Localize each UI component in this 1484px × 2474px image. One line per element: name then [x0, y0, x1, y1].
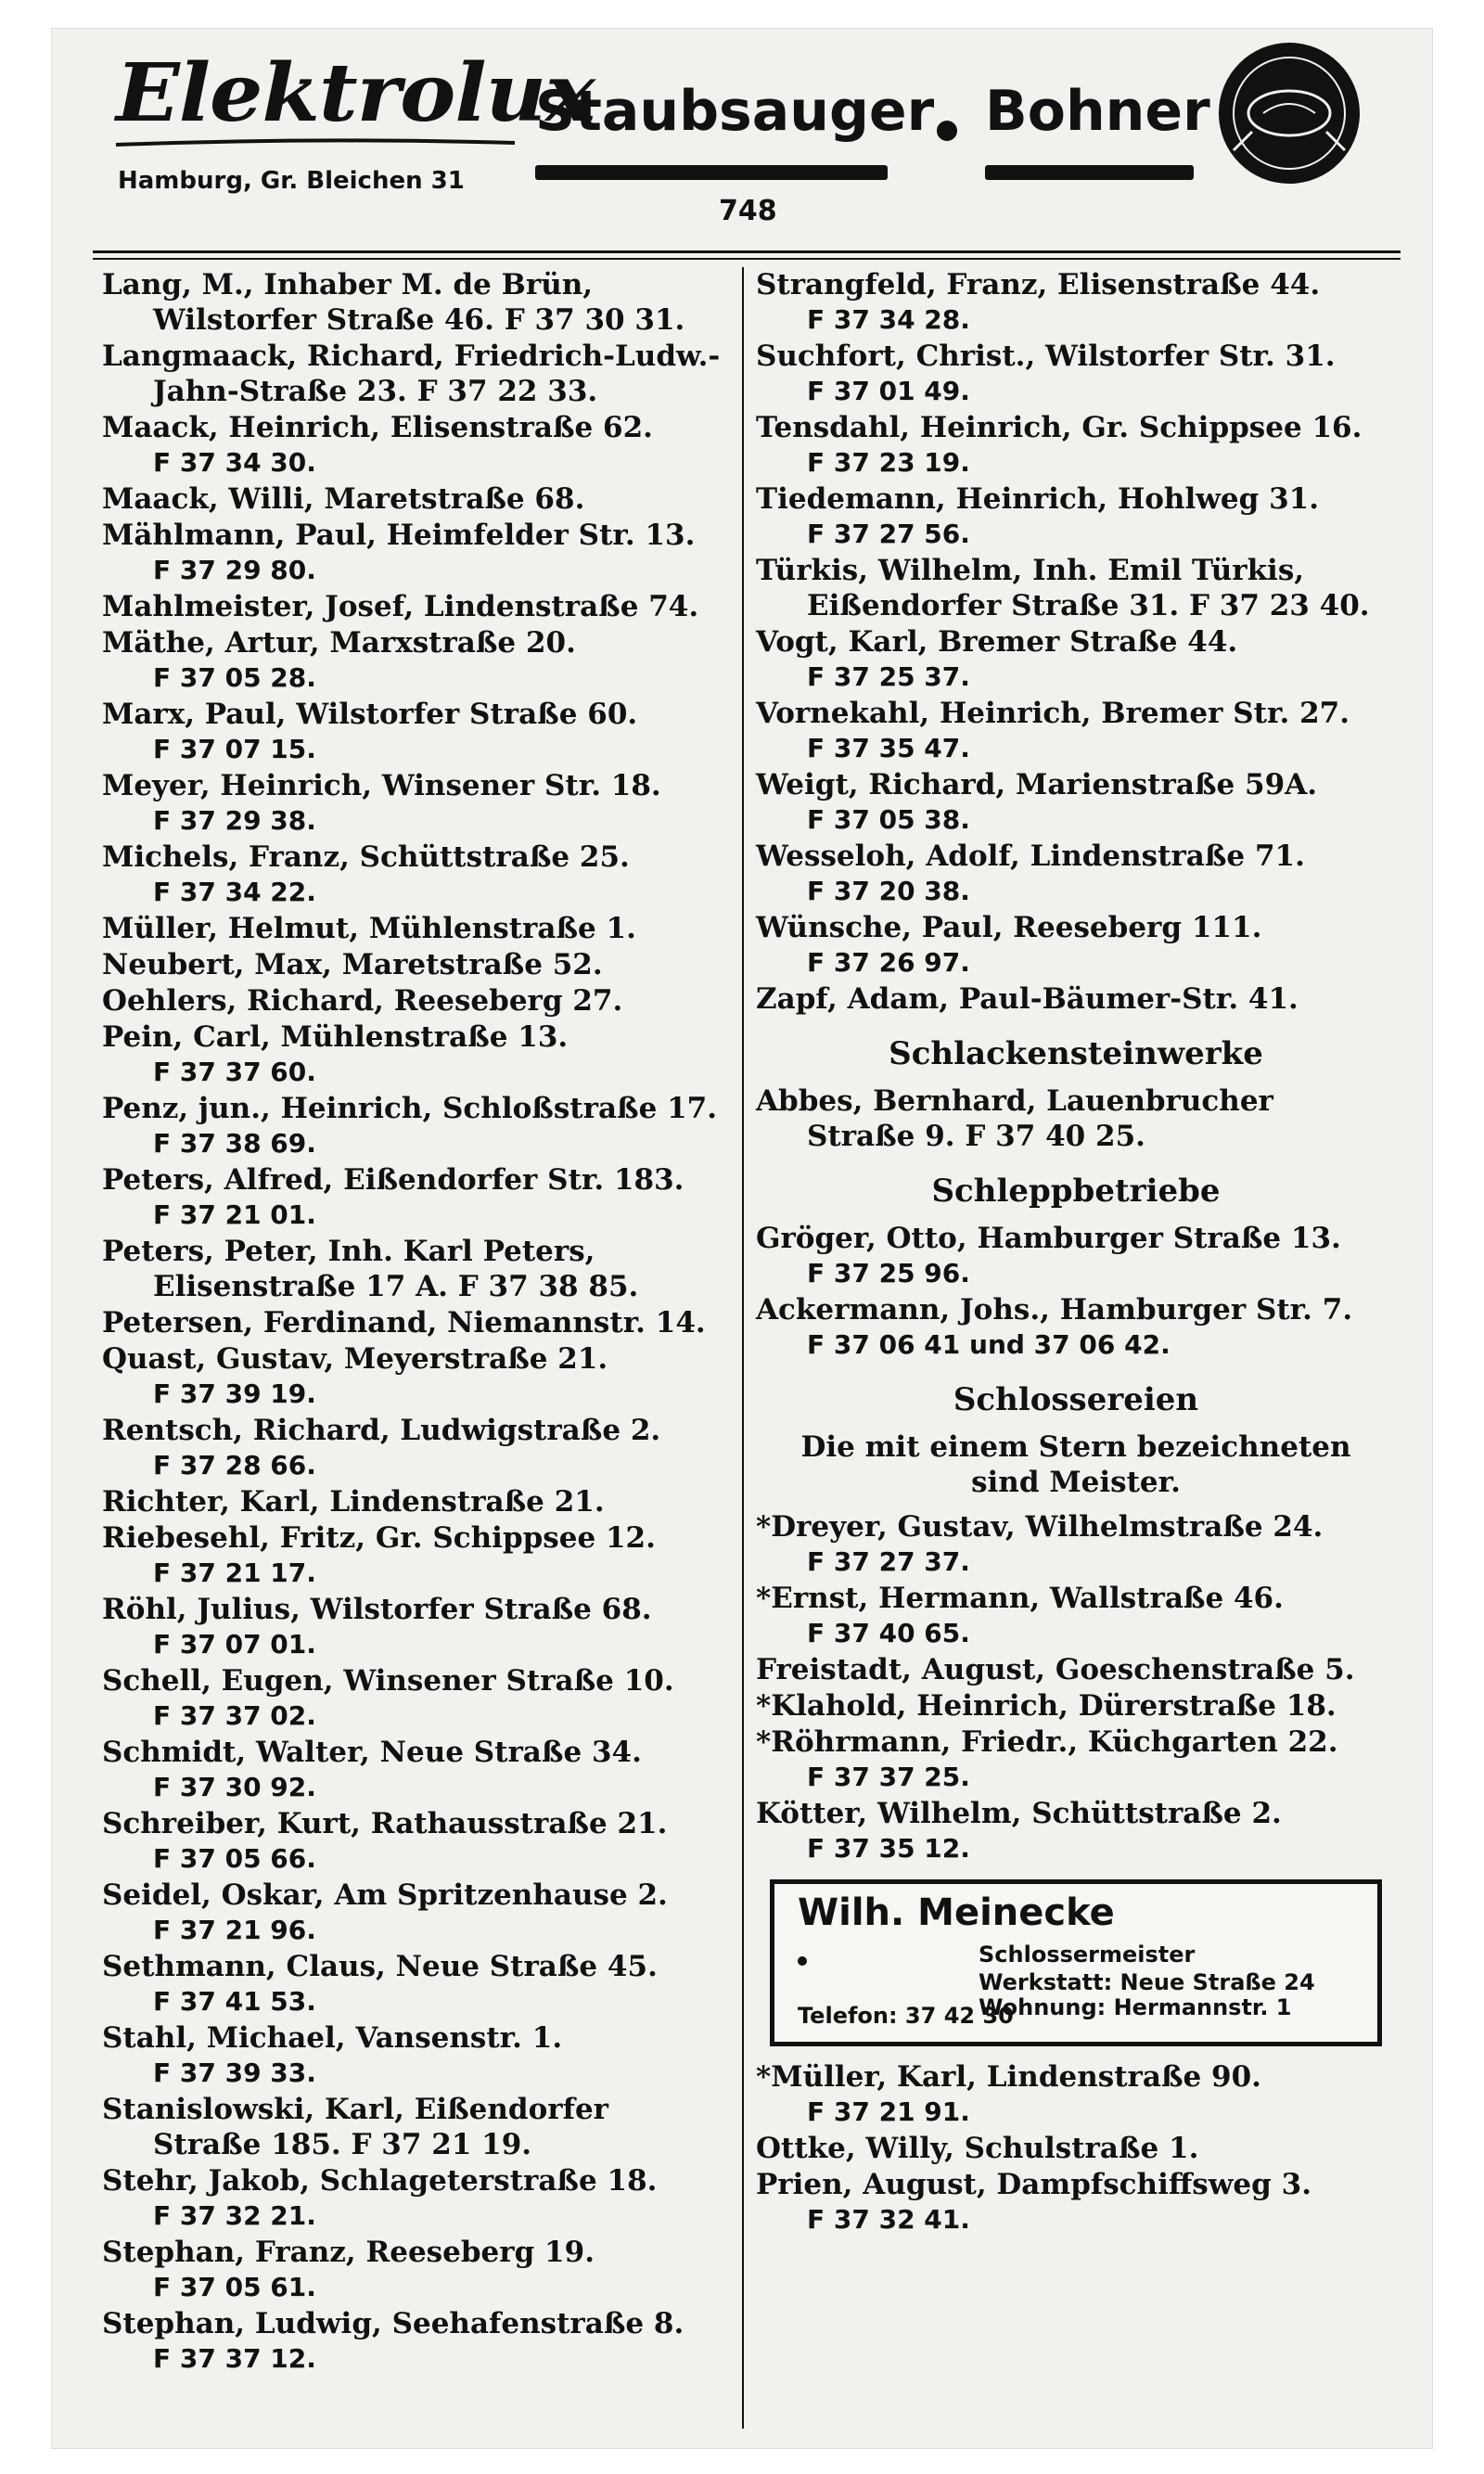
list-item: Wesseloh, Adolf, Lindenstraße 71. F 37 20 38. [756, 840, 1305, 906]
list-item: Lang, M., Inhaber M. de Brün, Wilstorfer Straße 46. F 37 30 31. [102, 268, 685, 337]
list-item: Türkis, Wilhelm, Inh. Emil Türkis, Eißendorfer Straße 31. F 37 23 40. [756, 554, 1370, 622]
ad-bullet-icon [798, 1956, 807, 1966]
list-item: Peters, Alfred, Eißendorfer Str. 183. F 37 21 01. [102, 1163, 684, 1230]
list-item: Riebesehl, Fritz, Gr. Schippsee 12. F 37 21 17. [102, 1521, 656, 1588]
list-item: Schell, Eugen, Winsener Straße 10. F 37 37 02. [102, 1664, 674, 1731]
meinecke-advertisement [770, 1879, 1382, 2046]
list-item: Prien, August, Dampfschiffsweg 3. F 37 32 41. [756, 2168, 1311, 2235]
bullet-separator [937, 121, 957, 141]
list-item: Suchfort, Christ., Wilstorfer Str. 31. F 37 01 49. [756, 340, 1336, 406]
list-item: Meyer, Heinrich, Winsener Str. 18. F 37 29 38. [102, 769, 661, 836]
list-item: Mählmann, Paul, Heimfelder Str. 13. F 37 29 80. [102, 519, 696, 585]
list-item: Stephan, Ludwig, Seehafenstraße 8. F 37 37 12. [102, 2307, 684, 2374]
list-item: Langmaack, Richard, Friedrich-Ludw.- Jahn-Straße 23. F 37 22 33. [102, 340, 721, 408]
section-note-line2: sind Meister. [971, 1466, 1181, 1499]
header-rule-thin [93, 258, 1401, 260]
list-item: Müller, Helmut, Mühlenstraße 1. [102, 912, 636, 945]
list-item: *Röhrmann, Friedr., Küchgarten 22. F 37 37 25. [756, 1725, 1338, 1792]
section-note-line1: Die mit einem Stern bezeichneten [800, 1430, 1351, 1464]
section-heading-schleppbetriebe: Schleppbetriebe [931, 1173, 1221, 1210]
directory-page [51, 28, 1433, 2449]
list-item: Gröger, Otto, Hamburger Straße 13. F 37 25 96. [756, 1222, 1341, 1288]
list-item: Stahl, Michael, Vansenstr. 1. F 37 39 33. [102, 2021, 563, 2088]
list-item: Stanislowski, Karl, Eißendorfer Straße 185. F 37 21 19. [102, 2093, 609, 2161]
list-item: Vornekahl, Heinrich, Bremer Str. 27. F 37 35 47. [756, 697, 1350, 763]
list-item: Zapf, Adam, Paul-Bäumer-Str. 41. [756, 982, 1298, 1016]
list-item: Oehlers, Richard, Reeseberg 27. [102, 984, 623, 1018]
list-item: Pein, Carl, Mühlenstraße 13. F 37 37 60. [102, 1020, 569, 1087]
list-item: Röhl, Julius, Wilstorfer Straße 68. F 37 07 01. [102, 1593, 652, 1660]
list-item: Marx, Paul, Wilstorfer Straße 60. F 37 07 15. [102, 698, 638, 764]
tagline-left-underbar [535, 165, 888, 180]
list-item: Ottke, Willy, Schulstraße 1. [756, 2132, 1199, 2165]
section-heading-schlossereien: Schlossereien [953, 1381, 1199, 1418]
list-item: Strangfeld, Franz, Elisenstraße 44. F 37 34 28. [756, 268, 1321, 335]
list-item: *Ernst, Hermann, Wallstraße 46. F 37 40 65. [756, 1582, 1284, 1648]
list-item: Schreiber, Kurt, Rathausstraße 21. F 37 05 66. [102, 1807, 668, 1874]
ad-title: Schlossermeister [979, 1942, 1196, 1968]
brand-logo: Elektrolux [116, 46, 595, 140]
section-heading-schlackensteinwerke: Schlackensteinwerke [889, 1035, 1263, 1072]
ad-name: Wilh. Meinecke [798, 1891, 1115, 1934]
list-item: Quast, Gustav, Meyerstraße 21. F 37 39 19. [102, 1342, 608, 1409]
list-item: Mäthe, Artur, Marxstraße 20. F 37 05 28. [102, 626, 576, 693]
brand-address: Hamburg, Gr. Bleichen 31 [118, 167, 465, 195]
tagline-right: Bohner [985, 79, 1210, 144]
list-item: Kötter, Wilhelm, Schüttstraße 2. F 37 35 12. [756, 1797, 1282, 1864]
ad-workshop: Werkstatt: Neue Straße 24 [979, 1969, 1315, 1995]
column-divider [742, 267, 744, 2429]
brand-emblem-icon [1215, 39, 1363, 187]
list-item: Sethmann, Claus, Neue Straße 45. F 37 41 53. [102, 1950, 658, 2017]
list-item: Tensdahl, Heinrich, Gr. Schippsee 16. F 37 23 19. [756, 411, 1362, 478]
ad-home: Wohnung: Hermannstr. 1 [979, 1994, 1292, 2020]
right-column [756, 267, 1396, 2238]
tagline-left: Staubsauger [535, 79, 935, 144]
list-item: Maack, Heinrich, Elisenstraße 62. F 37 34 30. [102, 411, 653, 478]
list-item: Neubert, Max, Maretstraße 52. [102, 948, 603, 981]
section-note [756, 1429, 1396, 1500]
advert-header [51, 28, 1433, 232]
list-item: Stephan, Franz, Reeseberg 19. F 37 05 61. [102, 2236, 595, 2302]
list-item: Tiedemann, Heinrich, Hohlweg 31. F 37 27 56. [756, 482, 1320, 549]
list-item: Richter, Karl, Lindenstraße 21. [102, 1485, 605, 1519]
page-number: 748 [719, 195, 777, 227]
left-column [102, 267, 733, 2378]
list-item: Maack, Willi, Maretstraße 68. [102, 482, 585, 516]
list-item: Stehr, Jakob, Schlageterstraße 18. F 37 32 21. [102, 2164, 658, 2231]
list-item: *Klahold, Heinrich, Dürerstraße 18. [756, 1689, 1337, 1723]
list-item: Freistadt, August, Goeschenstraße 5. [756, 1653, 1355, 1686]
list-item: Rentsch, Richard, Ludwigstraße 2. F 37 28 66. [102, 1414, 661, 1481]
list-item: Weigt, Richard, Marienstraße 59A. F 37 05 38. [756, 768, 1318, 835]
list-item: Mahlmeister, Josef, Lindenstraße 74. [102, 590, 699, 623]
list-item: Seidel, Oskar, Am Spritzenhause 2. F 37 21 96. [102, 1878, 668, 1945]
list-item: Penz, jun., Heinrich, Schloßstraße 17. F 37 38 69. [102, 1092, 718, 1159]
list-item: Abbes, Bernhard, Lauenbrucher Straße 9. F 37 40 25. [756, 1084, 1273, 1153]
header-rule [93, 250, 1401, 253]
ad-phone: Telefon: 37 42 30 [798, 2003, 1014, 2029]
list-item: Petersen, Ferdinand, Niemannstr. 14. [102, 1306, 706, 1340]
list-item: Vogt, Karl, Bremer Straße 44. F 37 25 37. [756, 625, 1238, 692]
list-item: *Müller, Karl, Lindenstraße 90. F 37 21 91. [756, 2060, 1261, 2127]
tagline-right-underbar [985, 165, 1194, 180]
list-item: Michels, Franz, Schüttstraße 25. F 37 34 22. [102, 840, 630, 907]
list-item: Ackermann, Johs., Hamburger Str. 7. F 37 06 41 und 37 06 42. [756, 1293, 1353, 1360]
list-item: Wünsche, Paul, Reeseberg 111. F 37 26 97. [756, 911, 1262, 978]
list-item: Peters, Peter, Inh. Karl Peters, Elisenstraße 17 A. F 37 38 85. [102, 1235, 639, 1303]
list-item: *Dreyer, Gustav, Wilhelmstraße 24. F 37 27 37. [756, 1510, 1324, 1577]
list-item: Schmidt, Walter, Neue Straße 34. F 37 30 92. [102, 1736, 642, 1802]
logo-underline [116, 137, 515, 147]
